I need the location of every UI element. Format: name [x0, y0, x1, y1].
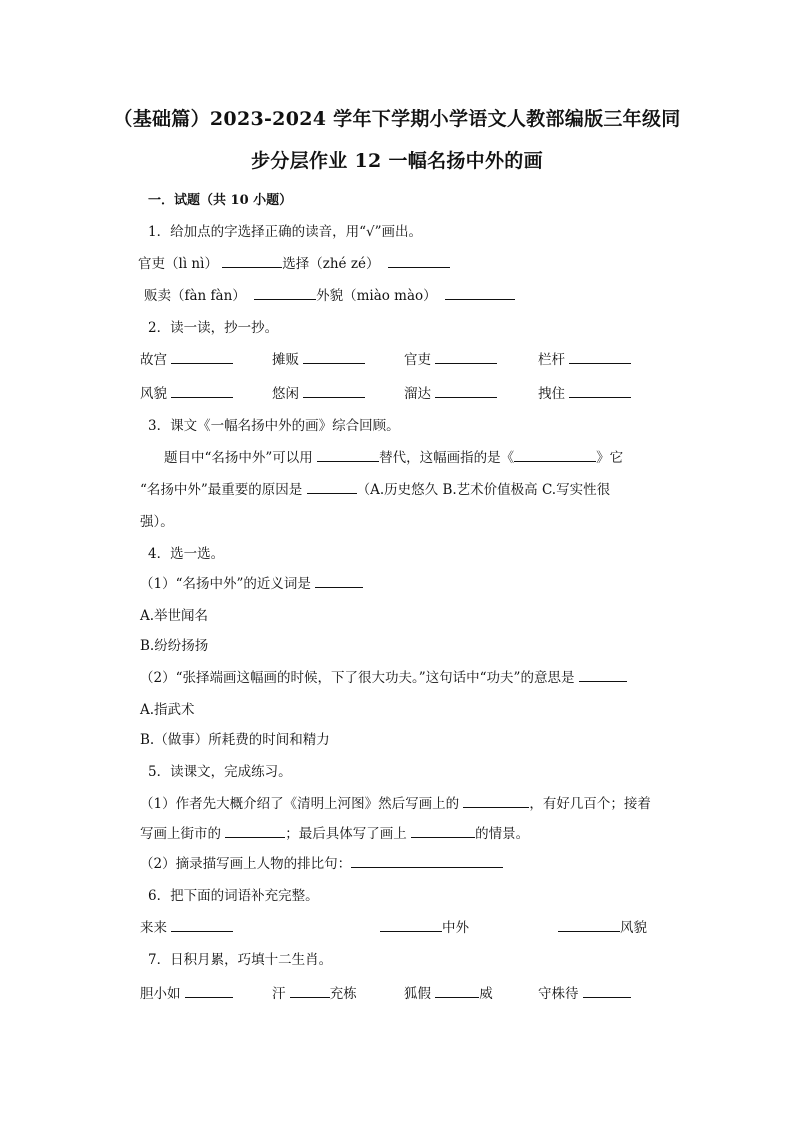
question-7-item: 狐假 威 — [404, 982, 493, 1002]
option-a[interactable]: A.举世闻名 — [140, 608, 209, 624]
answer-blank[interactable] — [351, 853, 503, 868]
answer-blank[interactable] — [222, 253, 282, 268]
answer-blank[interactable] — [435, 349, 497, 364]
answer-blank[interactable] — [303, 383, 365, 398]
question-7-item: 胆小如 — [140, 982, 233, 1002]
question-7-stem: 7．日积月累，巧填十二生肖。 — [148, 952, 333, 968]
answer-blank[interactable] — [445, 285, 515, 300]
question-1-row-1 — [138, 252, 450, 272]
question-4-sub-2: （2）“张择端画这幅画的时候，下了很大功夫。”这句话中“功夫”的意思是 — [140, 666, 627, 686]
answer-blank[interactable] — [558, 917, 620, 932]
answer-blank[interactable] — [185, 983, 233, 998]
answer-blank[interactable] — [303, 349, 365, 364]
answer-blank[interactable] — [315, 573, 363, 588]
question-3-stem: 3．课文《一幅名扬中外的画》综合回顾。 — [148, 418, 400, 434]
answer-blank[interactable] — [317, 447, 379, 462]
question-7-item: 守株待 — [538, 982, 631, 1002]
question-5-line-2: 写画上街市的 ；最后具体写了画上 的情景。 — [140, 822, 529, 842]
question-2-item: 故宫 — [140, 348, 233, 368]
question-2-item: 风貌 — [140, 382, 233, 402]
question-6-item: 来来 — [140, 916, 233, 936]
answer-blank[interactable] — [380, 917, 442, 932]
question-2-item: 悠闲 — [272, 382, 365, 402]
question-3-para-line-2: “名扬中外”最重要的原因是 （A.历史悠久 B.艺术价值极高 C.写实性很 — [140, 478, 610, 498]
question-6-stem: 6．把下面的词语补充完整。 — [148, 888, 319, 904]
question-5-line-3: （2）摘录描写画上人物的排比句： — [140, 852, 503, 872]
question-4-stem: 4．选一选。 — [148, 546, 225, 562]
question-2-item: 栏杆 — [538, 348, 631, 368]
page-title-line-2: 步分层作业 12 一幅名扬中外的画 — [251, 150, 543, 172]
q1-word-waimao: 外貌（miào mào） — [316, 288, 437, 304]
question-6-item: 中外 — [380, 916, 469, 936]
answer-blank[interactable] — [225, 823, 285, 838]
option-b[interactable]: B.（做事）所耗费的时间和精力 — [140, 732, 330, 748]
question-4-sub-1: （1）“名扬中外”的近义词是 — [140, 572, 363, 592]
answer-blank[interactable] — [171, 383, 233, 398]
question-3-para-line-3: 强）。 — [140, 514, 174, 530]
question-2-item: 官吏 — [404, 348, 497, 368]
answer-blank[interactable] — [583, 983, 631, 998]
answer-blank[interactable] — [435, 983, 479, 998]
section-header: 一．试题（共 10 小题） — [148, 193, 293, 208]
answer-blank[interactable] — [463, 793, 529, 808]
q1-word-xuanze: 选择（zhé zé） — [282, 256, 380, 272]
option-b[interactable]: B.纷纷扬扬 — [140, 638, 209, 654]
question-2-item: 拽住 — [538, 382, 631, 402]
answer-blank[interactable] — [411, 823, 475, 838]
question-2-stem: 2．读一读，抄一抄。 — [148, 320, 279, 336]
page-title-line-1: （基础篇）2023-2024 学年下学期小学语文人教部编版三年级同 — [113, 108, 681, 130]
answer-blank[interactable] — [307, 479, 357, 494]
question-7-item: 汗 充栋 — [272, 982, 357, 1002]
answer-blank[interactable] — [579, 667, 627, 682]
question-1-row-2 — [144, 284, 515, 304]
answer-blank[interactable] — [569, 349, 631, 364]
question-3-para-line-1: 题目中“名扬中外”可以用 替代，这幅画指的是《 》它 — [164, 446, 623, 466]
answer-blank[interactable] — [388, 253, 450, 268]
answer-blank[interactable] — [435, 383, 497, 398]
answer-blank[interactable] — [514, 447, 596, 462]
question-5-line-1: （1）作者先大概介绍了《清明上河图》然后写画上的 ，有好几百个；接着 — [140, 792, 651, 812]
option-a[interactable]: A.指武术 — [140, 702, 195, 718]
question-2-item: 摊贩 — [272, 348, 365, 368]
question-2-item: 溜达 — [404, 382, 497, 402]
q1-word-fanmai: 贩卖（fàn fàn） — [144, 288, 246, 304]
q1-word-guanli: 官吏（lì nì） — [138, 256, 218, 272]
question-5-stem: 5．读课文，完成练习。 — [148, 764, 292, 780]
answer-blank[interactable] — [290, 983, 330, 998]
answer-blank[interactable] — [569, 383, 631, 398]
question-1-stem: 1．给加点的字选择正确的读音，用“√”画出。 — [148, 224, 422, 240]
answer-blank[interactable] — [254, 285, 316, 300]
question-6-item: 风貌 — [558, 916, 647, 936]
answer-blank[interactable] — [171, 349, 233, 364]
answer-blank[interactable] — [171, 917, 233, 932]
